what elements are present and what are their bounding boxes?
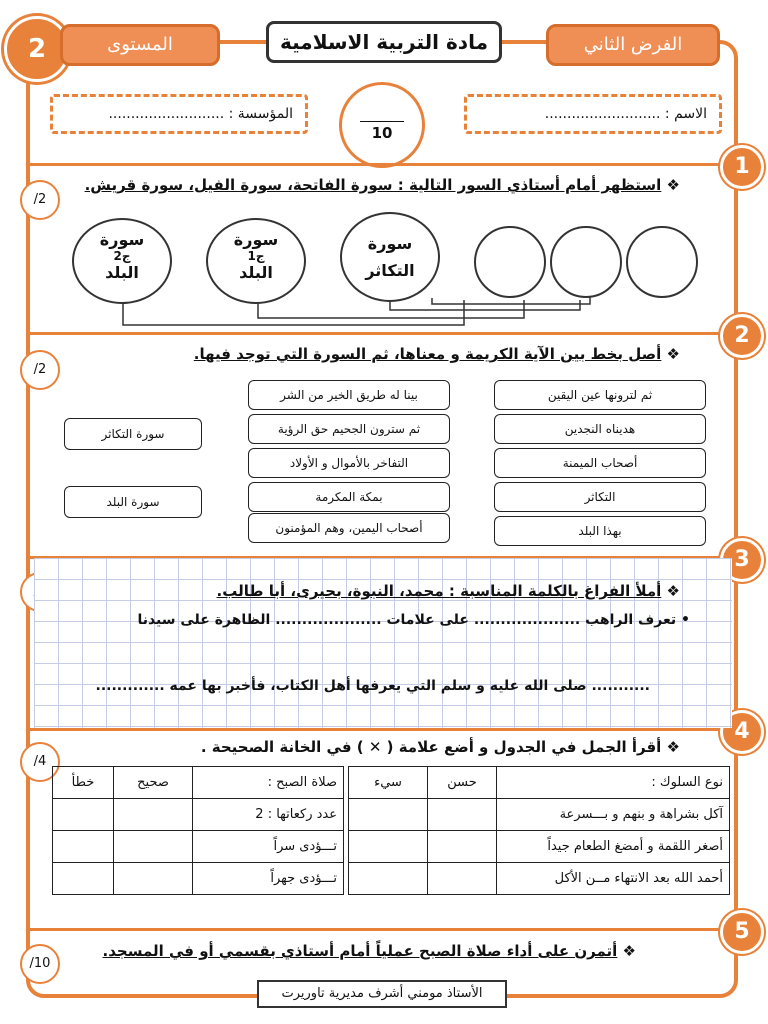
table-header: نوع السلوك : — [497, 767, 730, 799]
section-score-4: /4 — [20, 742, 60, 782]
section-number-5: 5 — [720, 910, 764, 954]
answer-cell[interactable] — [53, 799, 114, 831]
fill-line-1: • تعرف الراهب .................... على علامات .................... الظاهرة على سيدنا — [137, 612, 690, 628]
table-row-label: أحمد الله بعد الانتهاء مــن الأكل — [497, 863, 730, 895]
table-header: سيء — [349, 767, 428, 799]
section-number-2: 2 — [720, 314, 764, 358]
table-header: صلاة الصبح : — [193, 767, 344, 799]
meaning-box[interactable]: أصحاب اليمين، وهم المؤمنون — [248, 513, 450, 543]
answer-cell[interactable] — [349, 831, 428, 863]
teacher-footer: الأستاذ مومني أشرف مديرية تاوريرت — [257, 980, 507, 1008]
empty-circle[interactable] — [474, 226, 546, 298]
level-label: المستوى — [60, 24, 220, 66]
section-score-5: /10 — [20, 944, 60, 984]
level-number-badge: 2 — [4, 16, 70, 82]
section-divider — [30, 728, 734, 731]
surah-circle: سورة التكاثر — [340, 212, 440, 302]
verse-box[interactable]: التكاثر — [494, 482, 706, 512]
question-1: ❖ استظهر أمام أستاذي السور التالية : سورة الفاتحة، سورة الفيل، سورة قريش. — [84, 176, 680, 194]
answer-cell[interactable] — [428, 863, 497, 895]
section-score-1: /2 — [20, 180, 60, 220]
answer-cell[interactable] — [53, 863, 114, 895]
surah-circle: سورة ج1 البلد — [206, 218, 306, 304]
surah-circle: سورة ج2 البلد — [72, 218, 172, 304]
answer-cell[interactable] — [428, 831, 497, 863]
table-header: حسن — [428, 767, 497, 799]
meaning-box[interactable]: بينا له طريق الخير من الشر — [248, 380, 450, 410]
answer-cell[interactable] — [114, 831, 193, 863]
section-score-2: /2 — [20, 350, 60, 390]
verse-box[interactable]: هديناه النجدين — [494, 414, 706, 444]
table-row-label: آكل بشراهة و بنهم و بـــسرعة — [497, 799, 730, 831]
test-label: الفرض الثاني — [546, 24, 720, 66]
table-header: خطأ — [53, 767, 114, 799]
section-number-1: 1 — [720, 145, 764, 189]
answer-cell[interactable] — [349, 799, 428, 831]
surah-box-takathur[interactable]: سورة التكاثر — [64, 418, 202, 450]
empty-circle[interactable] — [626, 226, 698, 298]
score-total: 10 — [371, 124, 393, 142]
answer-cell[interactable] — [114, 863, 193, 895]
meaning-box[interactable]: التفاخر بالأموال و الأولاد — [248, 448, 450, 478]
fill-line-2: ........... صلى الله عليه و سلم التي يعرفها أهل الكتاب، فأخبر بها عمه ............. — [95, 678, 650, 694]
table-row-label: تـــؤدى جهراً — [193, 863, 344, 895]
section-divider — [30, 928, 734, 931]
institution-field[interactable]: المؤسسة : .......................... — [50, 94, 308, 134]
name-field[interactable]: الاسم : .......................... — [464, 94, 722, 134]
verse-box[interactable]: أصحاب الميمنة — [494, 448, 706, 478]
answer-cell[interactable] — [349, 863, 428, 895]
behavior-table — [348, 766, 730, 895]
table-row-label: عدد ركعاتها : 2 — [193, 799, 344, 831]
answer-cell[interactable] — [428, 799, 497, 831]
prayer-table — [52, 766, 344, 895]
surah-box-balad[interactable]: سورة البلد — [64, 486, 202, 518]
question-3: ❖ أملأ الفراغ بالكلمة المناسبة : محمد، النبوة، بحيرى، أبا طالب. — [216, 582, 680, 600]
question-2: ❖ أصل بخط بين الآية الكريمة و معناها، ثم السورة التي توجد فيها. — [193, 345, 680, 363]
answer-cell[interactable] — [114, 799, 193, 831]
question-4: ❖ أقرأ الجمل في الجدول و أضع علامة ( ✕ ) في الخانة الصحيحة . — [200, 738, 680, 756]
section-number-3: 3 — [720, 538, 764, 582]
question-5: ❖ أتمرن على أداء صلاة الصبح عملياً أمام أستاذي بقسمي أو في المسجد. — [102, 942, 636, 960]
empty-circle[interactable] — [550, 226, 622, 298]
meaning-box[interactable]: بمكة المكرمة — [248, 482, 450, 512]
section-number-4: 4 — [720, 710, 764, 754]
table-row-label: تـــؤدى سراً — [193, 831, 344, 863]
table-row-label: أصغر اللقمة و أمضغ الطعام جيداً — [497, 831, 730, 863]
meaning-box[interactable]: ثم سترون الجحيم حق الرؤية — [248, 414, 450, 444]
subject-title: مادة التربية الاسلامية — [266, 21, 502, 63]
verse-box[interactable]: بهذا البلد — [494, 516, 706, 546]
verse-box[interactable]: ثم لترونها عين اليقين — [494, 380, 706, 410]
answer-cell[interactable] — [53, 831, 114, 863]
table-header: صحيح — [114, 767, 193, 799]
